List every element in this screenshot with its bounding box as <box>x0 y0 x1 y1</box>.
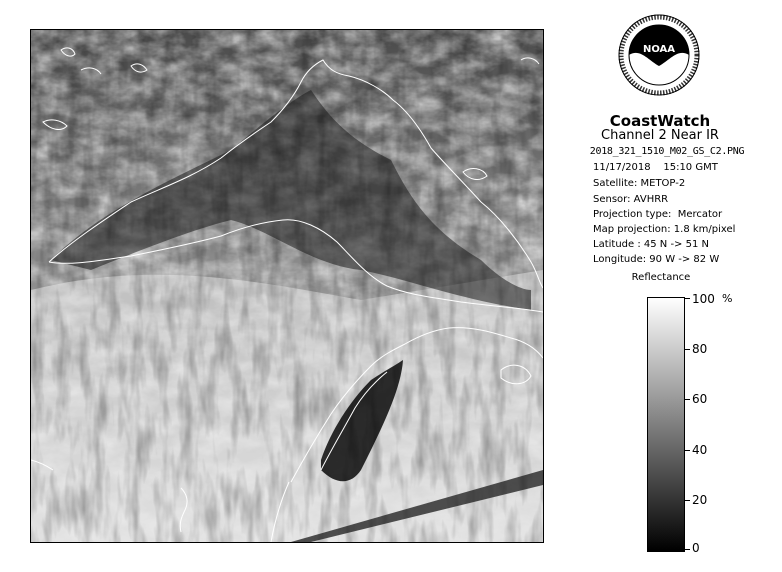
longitude-label: Longitude: 90 W -> 82 W <box>593 254 720 265</box>
noaa-logo-text: NOAA <box>642 44 676 55</box>
colorbar-tick-label: 60 <box>692 392 708 406</box>
satellite-image-svg <box>31 30 543 542</box>
colorbar-tick <box>684 349 690 350</box>
filename-label: 2018_321_1510_M02_GS_C2.PNG <box>589 146 745 157</box>
colorbar-tick-label: 20 <box>692 493 708 507</box>
colorbar-tick-label: 0 <box>692 541 700 555</box>
colorbar-tick-label: 80 <box>692 342 708 356</box>
colorbar-tick-label: 100 <box>692 292 715 306</box>
colorbar-tick <box>684 549 690 550</box>
sensor-label: Sensor: AVHRR <box>593 194 669 205</box>
satellite-image <box>30 29 544 543</box>
noaa-logo <box>618 14 700 96</box>
projection-label: Projection type: Mercator <box>593 209 723 220</box>
map-projection-label: Map projection: 1.8 km/pixel <box>593 224 736 235</box>
satellite-label: Satellite: METOP-2 <box>593 178 686 189</box>
product-title: CoastWatch <box>609 112 711 130</box>
datetime-label: 11/17/2018 15:10 GMT <box>593 162 718 173</box>
colorbar-tick <box>684 500 690 501</box>
colorbar-tick-label: 40 <box>692 443 708 457</box>
colorbar-unit: % <box>722 292 733 305</box>
colorbar-tick <box>684 450 690 451</box>
channel-label: Channel 2 Near IR <box>601 128 719 143</box>
colorbar-tick <box>684 298 690 299</box>
colorbar-tick <box>684 399 690 400</box>
latitude-label: Latitude : 45 N -> 51 N <box>593 239 709 250</box>
reflectance-colorbar <box>647 297 685 552</box>
colorbar-title: Reflectance <box>631 272 691 283</box>
